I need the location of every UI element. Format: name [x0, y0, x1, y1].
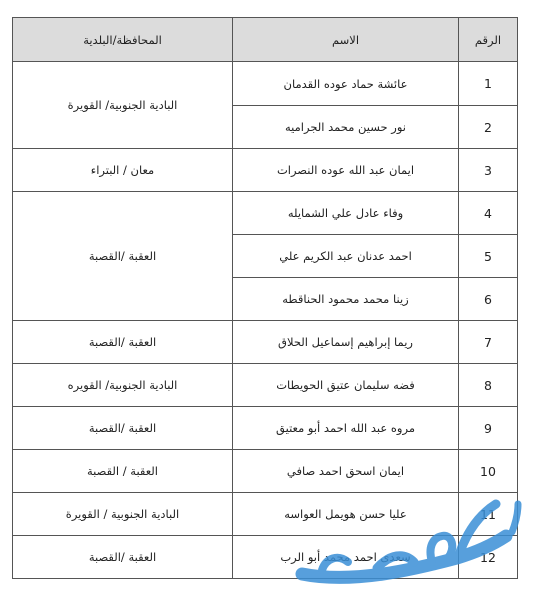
- row-name: نور حسين محمد الجراميه: [233, 106, 459, 149]
- row-number: 2: [459, 106, 518, 149]
- row-name: ايمان اسحق احمد صافي: [233, 450, 459, 493]
- row-number: 6: [459, 278, 518, 321]
- row-name: فضه سليمان عتيق الحويطات: [233, 364, 459, 407]
- table-row: [13, 321, 518, 364]
- row-name: سعدى احمد محمد أبو الرب: [233, 536, 459, 579]
- row-area: البادية الجنوبية/ القويره: [13, 364, 233, 407]
- header-area: المحافظة/البلدية: [13, 18, 233, 62]
- row-number: 8: [459, 364, 518, 407]
- row-name: ايمان عبد الله عوده النصرات: [233, 149, 459, 192]
- row-area: العقبة / القصبة: [13, 450, 233, 493]
- header-name: الاسم: [233, 18, 459, 62]
- row-name: وفاء عادل علي الشمايله: [233, 192, 459, 235]
- table-row: [13, 407, 518, 450]
- row-area: البادية الجنوبية / القويرة: [13, 493, 233, 536]
- row-number: 3: [459, 149, 518, 192]
- row-area: العقبة /القصبة: [13, 536, 233, 579]
- row-area: العقبة /القصبة: [13, 321, 233, 364]
- row-number: 7: [459, 321, 518, 364]
- row-name: مروه عبد الله احمد أبو معتيق: [233, 407, 459, 450]
- row-name: عليا حسن هويمل العواسه: [233, 493, 459, 536]
- row-number: 5: [459, 235, 518, 278]
- row-area: العقبة /القصبة: [13, 407, 233, 450]
- row-name: احمد عدنان عبد الكريم علي: [233, 235, 459, 278]
- table-row: [13, 149, 518, 192]
- row-name: عائشة حماد عوده القدمان: [233, 62, 459, 106]
- row-number: 10: [459, 450, 518, 493]
- row-number: 12: [459, 536, 518, 579]
- row-area: العقبة /القصبة: [13, 192, 233, 321]
- table-row: [13, 62, 518, 106]
- table-row: [13, 450, 518, 493]
- row-number: 9: [459, 407, 518, 450]
- row-number: 4: [459, 192, 518, 235]
- table-row: [13, 192, 518, 235]
- row-area: معان / البتراء: [13, 149, 233, 192]
- row-number: 11: [459, 493, 518, 536]
- row-name: زينا محمد محمود الحناقطه: [233, 278, 459, 321]
- brush-script-logo-icon: [282, 492, 522, 592]
- row-name: ريما إبراهيم إسماعيل الحلاق: [233, 321, 459, 364]
- row-number: 1: [459, 62, 518, 106]
- row-area: البادية الجنوبية/ القويرة: [13, 62, 233, 149]
- header-row: [13, 18, 518, 62]
- header-number: الرقم: [459, 18, 518, 62]
- table-row: [13, 364, 518, 407]
